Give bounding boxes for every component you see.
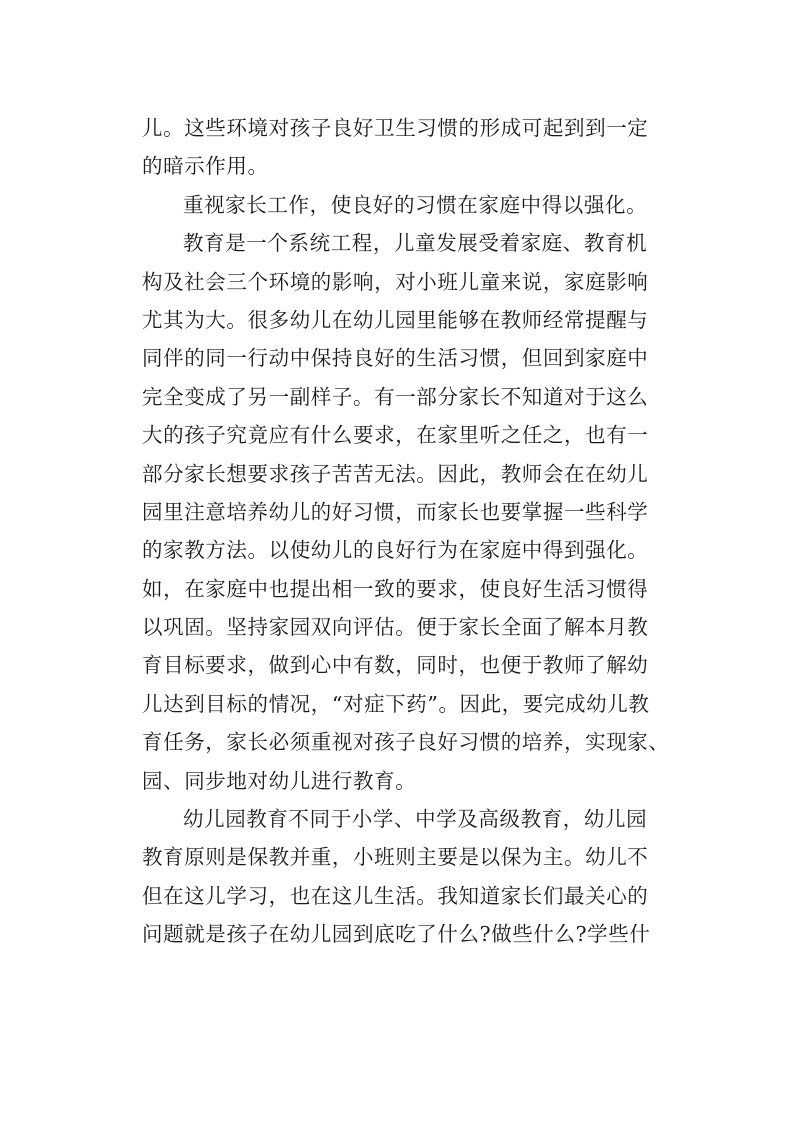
text-line: 但在这儿学习，也在这儿生活。我知道家长们最关心的: [142, 883, 649, 908]
text-line: 问题就是孩子在幼儿园到底吃了什么?做些什么?学些什: [142, 922, 651, 947]
document-body: [142, 109, 672, 954]
text-line: 部分家长想要求孩子苦苦无法。因此，教师会在在幼儿: [142, 461, 649, 486]
text-line: 幼儿园教育不同于小学、中学及高级教育，幼儿园: [183, 807, 648, 832]
section-heading: 重视家长工作，使良好的习惯在家庭中得以强化。: [183, 192, 648, 217]
text-line: 如，在家庭中也提出相一致的要求，使良好生活习惯得: [142, 576, 649, 601]
text-line: 构及社会三个环境的影响，对小班儿童来说，家庭影响: [142, 269, 649, 294]
text-line: 育目标要求，做到心中有数，同时，也便于教师了解幼: [142, 653, 649, 678]
text-line: 园、同步地对幼儿进行教育。: [142, 768, 417, 793]
text-line: 的暗示作用。: [142, 154, 269, 179]
text-line: 园里注意培养幼儿的好习惯，而家长也要掌握一些科学: [142, 499, 649, 524]
text-line: 育任务，家长必须重视对孩子良好习惯的培养，实现家、: [142, 730, 670, 755]
text-line: 尤其为大。很多幼儿在幼儿园里能够在教师经常提醒与: [142, 307, 649, 332]
text-line: 大的孩子究竟应有什么要求，在家里听之任之，也有一: [142, 423, 649, 448]
text-line: 儿。这些环境对孩子良好卫生习惯的形成可起到到一定: [142, 116, 649, 140]
text-line: 完全变成了另一副样子。有一部分家长不知道对于这么: [142, 384, 649, 409]
text-line: 教育原则是保教并重，小班则主要是以保为主。幼儿不: [142, 845, 649, 870]
text-line: 同伴的同一行动中保持良好的生活习惯，但回到家庭中: [142, 346, 649, 371]
text-line: 以巩固。坚持家园双向评估。便于家长全面了解本月教: [142, 615, 649, 640]
text-line: 教育是一个系统工程，儿童发展受着家庭、教育机: [183, 231, 648, 256]
text-line: 儿达到目标的情况，“对症下药”。因此，要完成幼儿教: [142, 691, 650, 716]
text-line: 的家教方法。以使幼儿的良好行为在家庭中得到强化。: [142, 538, 649, 563]
